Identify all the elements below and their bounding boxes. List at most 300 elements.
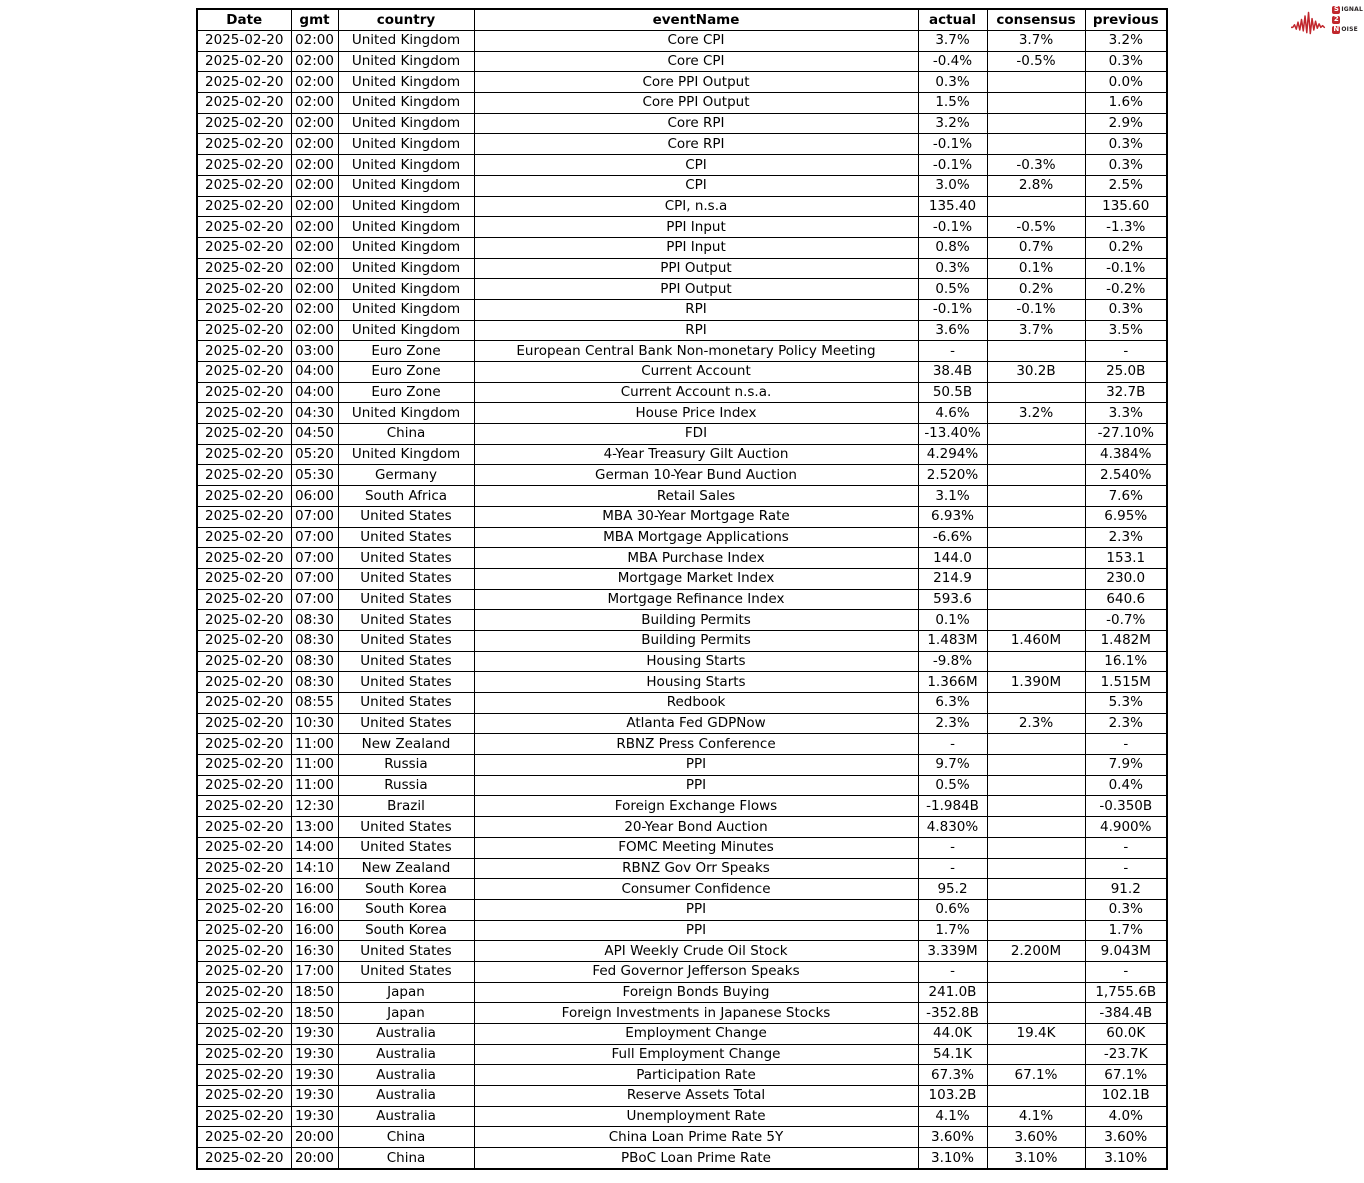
cell-date: 2025-02-20: [197, 444, 291, 465]
cell-date: 2025-02-20: [197, 1127, 291, 1148]
cell-country: Australia: [338, 1044, 474, 1065]
cell-country: New Zealand: [338, 858, 474, 879]
economic-calendar: [196, 8, 1168, 1170]
cell-consensus: -0.5%: [987, 217, 1085, 238]
cell-actual: 135.40: [918, 196, 987, 217]
table-row: [197, 941, 1167, 962]
cell-event: RBNZ Gov Orr Speaks: [474, 858, 918, 879]
cell-date: 2025-02-20: [197, 237, 291, 258]
cell-gmt: 19:30: [291, 1024, 338, 1045]
cell-consensus: [987, 1003, 1085, 1024]
cell-date: 2025-02-20: [197, 817, 291, 838]
cell-date: 2025-02-20: [197, 72, 291, 93]
cell-previous: 3.5%: [1085, 320, 1167, 341]
cell-date: 2025-02-20: [197, 941, 291, 962]
economic-calendar-table: [196, 8, 1168, 1170]
signal2noise-logo: [1291, 3, 1363, 43]
cell-country: United States: [338, 589, 474, 610]
cell-event: Core RPI: [474, 134, 918, 155]
cell-actual: 2.520%: [918, 465, 987, 486]
cell-gmt: 02:00: [291, 134, 338, 155]
cell-country: United States: [338, 651, 474, 672]
cell-event: FOMC Meeting Minutes: [474, 837, 918, 858]
table-row: [197, 548, 1167, 569]
table-row: [197, 1086, 1167, 1107]
cell-previous: 32.7B: [1085, 382, 1167, 403]
cell-country: Australia: [338, 1024, 474, 1045]
cell-date: 2025-02-20: [197, 899, 291, 920]
cell-previous: 3.3%: [1085, 403, 1167, 424]
cell-consensus: 2.8%: [987, 175, 1085, 196]
cell-consensus: [987, 134, 1085, 155]
cell-country: United States: [338, 837, 474, 858]
cell-gmt: 02:00: [291, 93, 338, 114]
logo-word-noise: OISE: [1341, 26, 1358, 33]
cell-date: 2025-02-20: [197, 382, 291, 403]
cell-consensus: [987, 72, 1085, 93]
cell-consensus: [987, 568, 1085, 589]
table-row: [197, 1003, 1167, 1024]
cell-previous: 16.1%: [1085, 651, 1167, 672]
table-row: [197, 817, 1167, 838]
cell-event: CPI: [474, 155, 918, 176]
cell-country: United Kingdom: [338, 31, 474, 52]
cell-gmt: 02:00: [291, 72, 338, 93]
cell-event: China Loan Prime Rate 5Y: [474, 1127, 918, 1148]
cell-country: New Zealand: [338, 734, 474, 755]
cell-country: United Kingdom: [338, 444, 474, 465]
cell-actual: 2.3%: [918, 713, 987, 734]
cell-country: Australia: [338, 1065, 474, 1086]
cell-previous: 0.3%: [1085, 155, 1167, 176]
cell-event: Consumer Confidence: [474, 879, 918, 900]
cell-previous: 0.4%: [1085, 775, 1167, 796]
cell-event: Full Employment Change: [474, 1044, 918, 1065]
cell-date: 2025-02-20: [197, 196, 291, 217]
logo-line-noise: [1332, 25, 1363, 34]
cell-date: 2025-02-20: [197, 858, 291, 879]
cell-date: 2025-02-20: [197, 506, 291, 527]
cell-date: 2025-02-20: [197, 424, 291, 445]
cell-event: Building Permits: [474, 630, 918, 651]
cell-country: Euro Zone: [338, 382, 474, 403]
cell-event: Redbook: [474, 693, 918, 714]
table-row: [197, 651, 1167, 672]
cell-country: United States: [338, 630, 474, 651]
cell-event: PPI Input: [474, 237, 918, 258]
cell-previous: -0.350B: [1085, 796, 1167, 817]
table-row: [197, 175, 1167, 196]
table-row: [197, 403, 1167, 424]
cell-consensus: [987, 858, 1085, 879]
cell-date: 2025-02-20: [197, 341, 291, 362]
cell-actual: 4.1%: [918, 1106, 987, 1127]
cell-event: Core PPI Output: [474, 93, 918, 114]
cell-date: 2025-02-20: [197, 713, 291, 734]
cell-country: South Korea: [338, 879, 474, 900]
table-row: [197, 217, 1167, 238]
cell-previous: 6.95%: [1085, 506, 1167, 527]
cell-actual: 0.8%: [918, 237, 987, 258]
cell-country: United States: [338, 506, 474, 527]
cell-date: 2025-02-20: [197, 93, 291, 114]
table-row: [197, 755, 1167, 776]
cell-country: United States: [338, 672, 474, 693]
cell-actual: -0.1%: [918, 299, 987, 320]
cell-previous: 0.2%: [1085, 237, 1167, 258]
header-cell-gmt: gmt: [291, 9, 338, 31]
cell-gmt: 08:30: [291, 651, 338, 672]
cell-gmt: 06:00: [291, 486, 338, 507]
cell-actual: 1.366M: [918, 672, 987, 693]
cell-actual: 6.93%: [918, 506, 987, 527]
table-row: [197, 465, 1167, 486]
cell-consensus: 3.2%: [987, 403, 1085, 424]
cell-country: United States: [338, 713, 474, 734]
table-row: [197, 589, 1167, 610]
cell-actual: -0.1%: [918, 217, 987, 238]
cell-consensus: [987, 796, 1085, 817]
cell-gmt: 11:00: [291, 775, 338, 796]
logo-word-signal: IGNAL: [1341, 6, 1363, 13]
cell-previous: 9.043M: [1085, 941, 1167, 962]
table-row: [197, 920, 1167, 941]
cell-actual: 0.3%: [918, 72, 987, 93]
logo-line-2: [1332, 15, 1363, 24]
table-row: [197, 1148, 1167, 1169]
cell-gmt: 14:10: [291, 858, 338, 879]
cell-gmt: 11:00: [291, 734, 338, 755]
cell-consensus: [987, 610, 1085, 631]
logo-badge-2: 2: [1333, 15, 1339, 23]
cell-gmt: 04:50: [291, 424, 338, 445]
cell-previous: 2.540%: [1085, 465, 1167, 486]
cell-previous: 3.10%: [1085, 1148, 1167, 1169]
cell-country: United States: [338, 568, 474, 589]
table-row: [197, 155, 1167, 176]
cell-event: 20-Year Bond Auction: [474, 817, 918, 838]
cell-gmt: 18:50: [291, 982, 338, 1003]
cell-previous: 4.900%: [1085, 817, 1167, 838]
cell-event: European Central Bank Non-monetary Policy Meeting: [474, 341, 918, 362]
cell-country: Japan: [338, 982, 474, 1003]
cell-consensus: 67.1%: [987, 1065, 1085, 1086]
cell-gmt: 02:00: [291, 299, 338, 320]
cell-gmt: 08:55: [291, 693, 338, 714]
cell-country: Germany: [338, 465, 474, 486]
cell-previous: 0.0%: [1085, 72, 1167, 93]
table-row: [197, 51, 1167, 72]
cell-date: 2025-02-20: [197, 403, 291, 424]
cell-country: United Kingdom: [338, 403, 474, 424]
table-row: [197, 258, 1167, 279]
cell-event: RPI: [474, 320, 918, 341]
cell-actual: -: [918, 961, 987, 982]
cell-actual: 50.5B: [918, 382, 987, 403]
cell-gmt: 03:00: [291, 341, 338, 362]
cell-date: 2025-02-20: [197, 796, 291, 817]
cell-gmt: 20:00: [291, 1148, 338, 1169]
cell-previous: 3.60%: [1085, 1127, 1167, 1148]
cell-consensus: -0.1%: [987, 299, 1085, 320]
cell-consensus: 4.1%: [987, 1106, 1085, 1127]
cell-actual: 0.5%: [918, 775, 987, 796]
cell-date: 2025-02-20: [197, 589, 291, 610]
cell-date: 2025-02-20: [197, 693, 291, 714]
cell-previous: 640.6: [1085, 589, 1167, 610]
cell-actual: -: [918, 858, 987, 879]
table-row: [197, 568, 1167, 589]
cell-actual: 1.5%: [918, 93, 987, 114]
cell-consensus: [987, 693, 1085, 714]
table-row: [197, 1044, 1167, 1065]
cell-event: House Price Index: [474, 403, 918, 424]
cell-country: United Kingdom: [338, 155, 474, 176]
table-row: [197, 341, 1167, 362]
cell-gmt: 07:00: [291, 548, 338, 569]
table-row: [197, 837, 1167, 858]
cell-event: Housing Starts: [474, 651, 918, 672]
cell-gmt: 20:00: [291, 1127, 338, 1148]
cell-date: 2025-02-20: [197, 755, 291, 776]
cell-event: Retail Sales: [474, 486, 918, 507]
cell-actual: 241.0B: [918, 982, 987, 1003]
cell-previous: 7.9%: [1085, 755, 1167, 776]
cell-actual: 3.7%: [918, 31, 987, 52]
cell-event: PPI: [474, 775, 918, 796]
cell-actual: 593.6: [918, 589, 987, 610]
table-row: [197, 134, 1167, 155]
cell-previous: 1,755.6B: [1085, 982, 1167, 1003]
cell-actual: -: [918, 734, 987, 755]
cell-gmt: 07:00: [291, 568, 338, 589]
cell-previous: 0.3%: [1085, 51, 1167, 72]
table-row: [197, 672, 1167, 693]
cell-date: 2025-02-20: [197, 279, 291, 300]
logo-line-signal: [1332, 5, 1363, 14]
table-row: [197, 444, 1167, 465]
cell-gmt: 08:30: [291, 672, 338, 693]
cell-date: 2025-02-20: [197, 548, 291, 569]
cell-actual: -: [918, 341, 987, 362]
cell-actual: 3.1%: [918, 486, 987, 507]
cell-country: United Kingdom: [338, 299, 474, 320]
cell-consensus: 3.60%: [987, 1127, 1085, 1148]
cell-consensus: 1.460M: [987, 630, 1085, 651]
table-row: [197, 382, 1167, 403]
cell-country: Euro Zone: [338, 341, 474, 362]
cell-gmt: 02:00: [291, 51, 338, 72]
cell-date: 2025-02-20: [197, 155, 291, 176]
cell-date: 2025-02-20: [197, 982, 291, 1003]
cell-previous: 1.7%: [1085, 920, 1167, 941]
cell-date: 2025-02-20: [197, 1065, 291, 1086]
cell-country: United Kingdom: [338, 113, 474, 134]
cell-consensus: [987, 196, 1085, 217]
cell-country: Russia: [338, 775, 474, 796]
cell-gmt: 17:00: [291, 961, 338, 982]
cell-country: United States: [338, 527, 474, 548]
table-row: [197, 486, 1167, 507]
cell-event: MBA Mortgage Applications: [474, 527, 918, 548]
cell-date: 2025-02-20: [197, 1148, 291, 1169]
cell-country: United Kingdom: [338, 279, 474, 300]
cell-date: 2025-02-20: [197, 299, 291, 320]
table-row: [197, 713, 1167, 734]
table-body: [197, 31, 1167, 1169]
cell-consensus: 1.390M: [987, 672, 1085, 693]
cell-date: 2025-02-20: [197, 961, 291, 982]
cell-consensus: [987, 548, 1085, 569]
cell-actual: 3.10%: [918, 1148, 987, 1169]
cell-actual: 95.2: [918, 879, 987, 900]
table-row: [197, 237, 1167, 258]
cell-date: 2025-02-20: [197, 837, 291, 858]
cell-event: German 10-Year Bund Auction: [474, 465, 918, 486]
cell-consensus: [987, 982, 1085, 1003]
cell-previous: 2.3%: [1085, 713, 1167, 734]
cell-date: 2025-02-20: [197, 362, 291, 383]
cell-event: Core CPI: [474, 31, 918, 52]
cell-previous: 5.3%: [1085, 693, 1167, 714]
cell-country: United Kingdom: [338, 175, 474, 196]
cell-actual: -: [918, 837, 987, 858]
cell-gmt: 02:00: [291, 113, 338, 134]
header-cell-eventname: eventName: [474, 9, 918, 31]
cell-consensus: [987, 920, 1085, 941]
cell-gmt: 07:00: [291, 589, 338, 610]
cell-gmt: 02:00: [291, 31, 338, 52]
cell-country: Euro Zone: [338, 362, 474, 383]
cell-event: Fed Governor Jefferson Speaks: [474, 961, 918, 982]
cell-country: United Kingdom: [338, 196, 474, 217]
cell-date: 2025-02-20: [197, 1044, 291, 1065]
cell-country: South Africa: [338, 486, 474, 507]
cell-country: United States: [338, 693, 474, 714]
cell-consensus: [987, 651, 1085, 672]
cell-previous: 1.6%: [1085, 93, 1167, 114]
cell-date: 2025-02-20: [197, 486, 291, 507]
logo-text: [1332, 5, 1363, 35]
cell-consensus: 3.7%: [987, 31, 1085, 52]
table-row: [197, 982, 1167, 1003]
cell-event: 4-Year Treasury Gilt Auction: [474, 444, 918, 465]
cell-previous: -: [1085, 341, 1167, 362]
table-row: [197, 1127, 1167, 1148]
cell-date: 2025-02-20: [197, 1106, 291, 1127]
cell-event: Core RPI: [474, 113, 918, 134]
table-row: [197, 72, 1167, 93]
cell-actual: -1.984B: [918, 796, 987, 817]
cell-consensus: -0.3%: [987, 155, 1085, 176]
cell-date: 2025-02-20: [197, 175, 291, 196]
cell-date: 2025-02-20: [197, 651, 291, 672]
cell-gmt: 19:30: [291, 1065, 338, 1086]
cell-date: 2025-02-20: [197, 320, 291, 341]
cell-actual: 1.483M: [918, 630, 987, 651]
cell-event: PPI Input: [474, 217, 918, 238]
cell-previous: 0.3%: [1085, 899, 1167, 920]
cell-event: Building Permits: [474, 610, 918, 631]
cell-gmt: 07:00: [291, 506, 338, 527]
cell-event: PPI: [474, 755, 918, 776]
table-row: [197, 610, 1167, 631]
cell-event: PPI: [474, 920, 918, 941]
cell-event: Housing Starts: [474, 672, 918, 693]
cell-previous: 2.9%: [1085, 113, 1167, 134]
table-row: [197, 320, 1167, 341]
cell-actual: 0.3%: [918, 258, 987, 279]
cell-country: United Kingdom: [338, 217, 474, 238]
waveform-icon: [1291, 8, 1331, 38]
cell-consensus: [987, 1086, 1085, 1107]
cell-actual: -352.8B: [918, 1003, 987, 1024]
cell-event: CPI: [474, 175, 918, 196]
cell-consensus: 30.2B: [987, 362, 1085, 383]
cell-gmt: 02:00: [291, 196, 338, 217]
cell-actual: 214.9: [918, 568, 987, 589]
cell-actual: 0.1%: [918, 610, 987, 631]
cell-date: 2025-02-20: [197, 630, 291, 651]
cell-event: Employment Change: [474, 1024, 918, 1045]
cell-actual: -0.1%: [918, 155, 987, 176]
cell-event: Foreign Bonds Buying: [474, 982, 918, 1003]
cell-consensus: 19.4K: [987, 1024, 1085, 1045]
cell-previous: -0.1%: [1085, 258, 1167, 279]
cell-consensus: -0.5%: [987, 51, 1085, 72]
table-row: [197, 1106, 1167, 1127]
cell-event: API Weekly Crude Oil Stock: [474, 941, 918, 962]
cell-consensus: [987, 1044, 1085, 1065]
cell-actual: 4.6%: [918, 403, 987, 424]
cell-previous: -: [1085, 837, 1167, 858]
cell-country: Russia: [338, 755, 474, 776]
cell-previous: 60.0K: [1085, 1024, 1167, 1045]
cell-country: Brazil: [338, 796, 474, 817]
table-row: [197, 630, 1167, 651]
cell-previous: -23.7K: [1085, 1044, 1167, 1065]
table-row: [197, 879, 1167, 900]
cell-consensus: 2.3%: [987, 713, 1085, 734]
cell-consensus: 0.7%: [987, 237, 1085, 258]
cell-country: China: [338, 1148, 474, 1169]
cell-country: Australia: [338, 1106, 474, 1127]
cell-event: CPI, n.s.a: [474, 196, 918, 217]
cell-gmt: 08:30: [291, 630, 338, 651]
cell-event: PPI Output: [474, 279, 918, 300]
cell-consensus: 3.10%: [987, 1148, 1085, 1169]
header-cell-actual: actual: [918, 9, 987, 31]
cell-actual: 3.0%: [918, 175, 987, 196]
cell-gmt: 19:30: [291, 1044, 338, 1065]
cell-consensus: [987, 444, 1085, 465]
cell-previous: 1.482M: [1085, 630, 1167, 651]
cell-gmt: 05:30: [291, 465, 338, 486]
cell-consensus: [987, 424, 1085, 445]
table-row: [197, 506, 1167, 527]
table-row: [197, 1065, 1167, 1086]
table-row: [197, 299, 1167, 320]
cell-gmt: 16:00: [291, 899, 338, 920]
cell-gmt: 02:00: [291, 279, 338, 300]
cell-date: 2025-02-20: [197, 258, 291, 279]
cell-date: 2025-02-20: [197, 879, 291, 900]
cell-previous: 91.2: [1085, 879, 1167, 900]
table-row: [197, 1024, 1167, 1045]
cell-date: 2025-02-20: [197, 51, 291, 72]
logo-badge-s: S: [1333, 5, 1339, 13]
cell-actual: 44.0K: [918, 1024, 987, 1045]
